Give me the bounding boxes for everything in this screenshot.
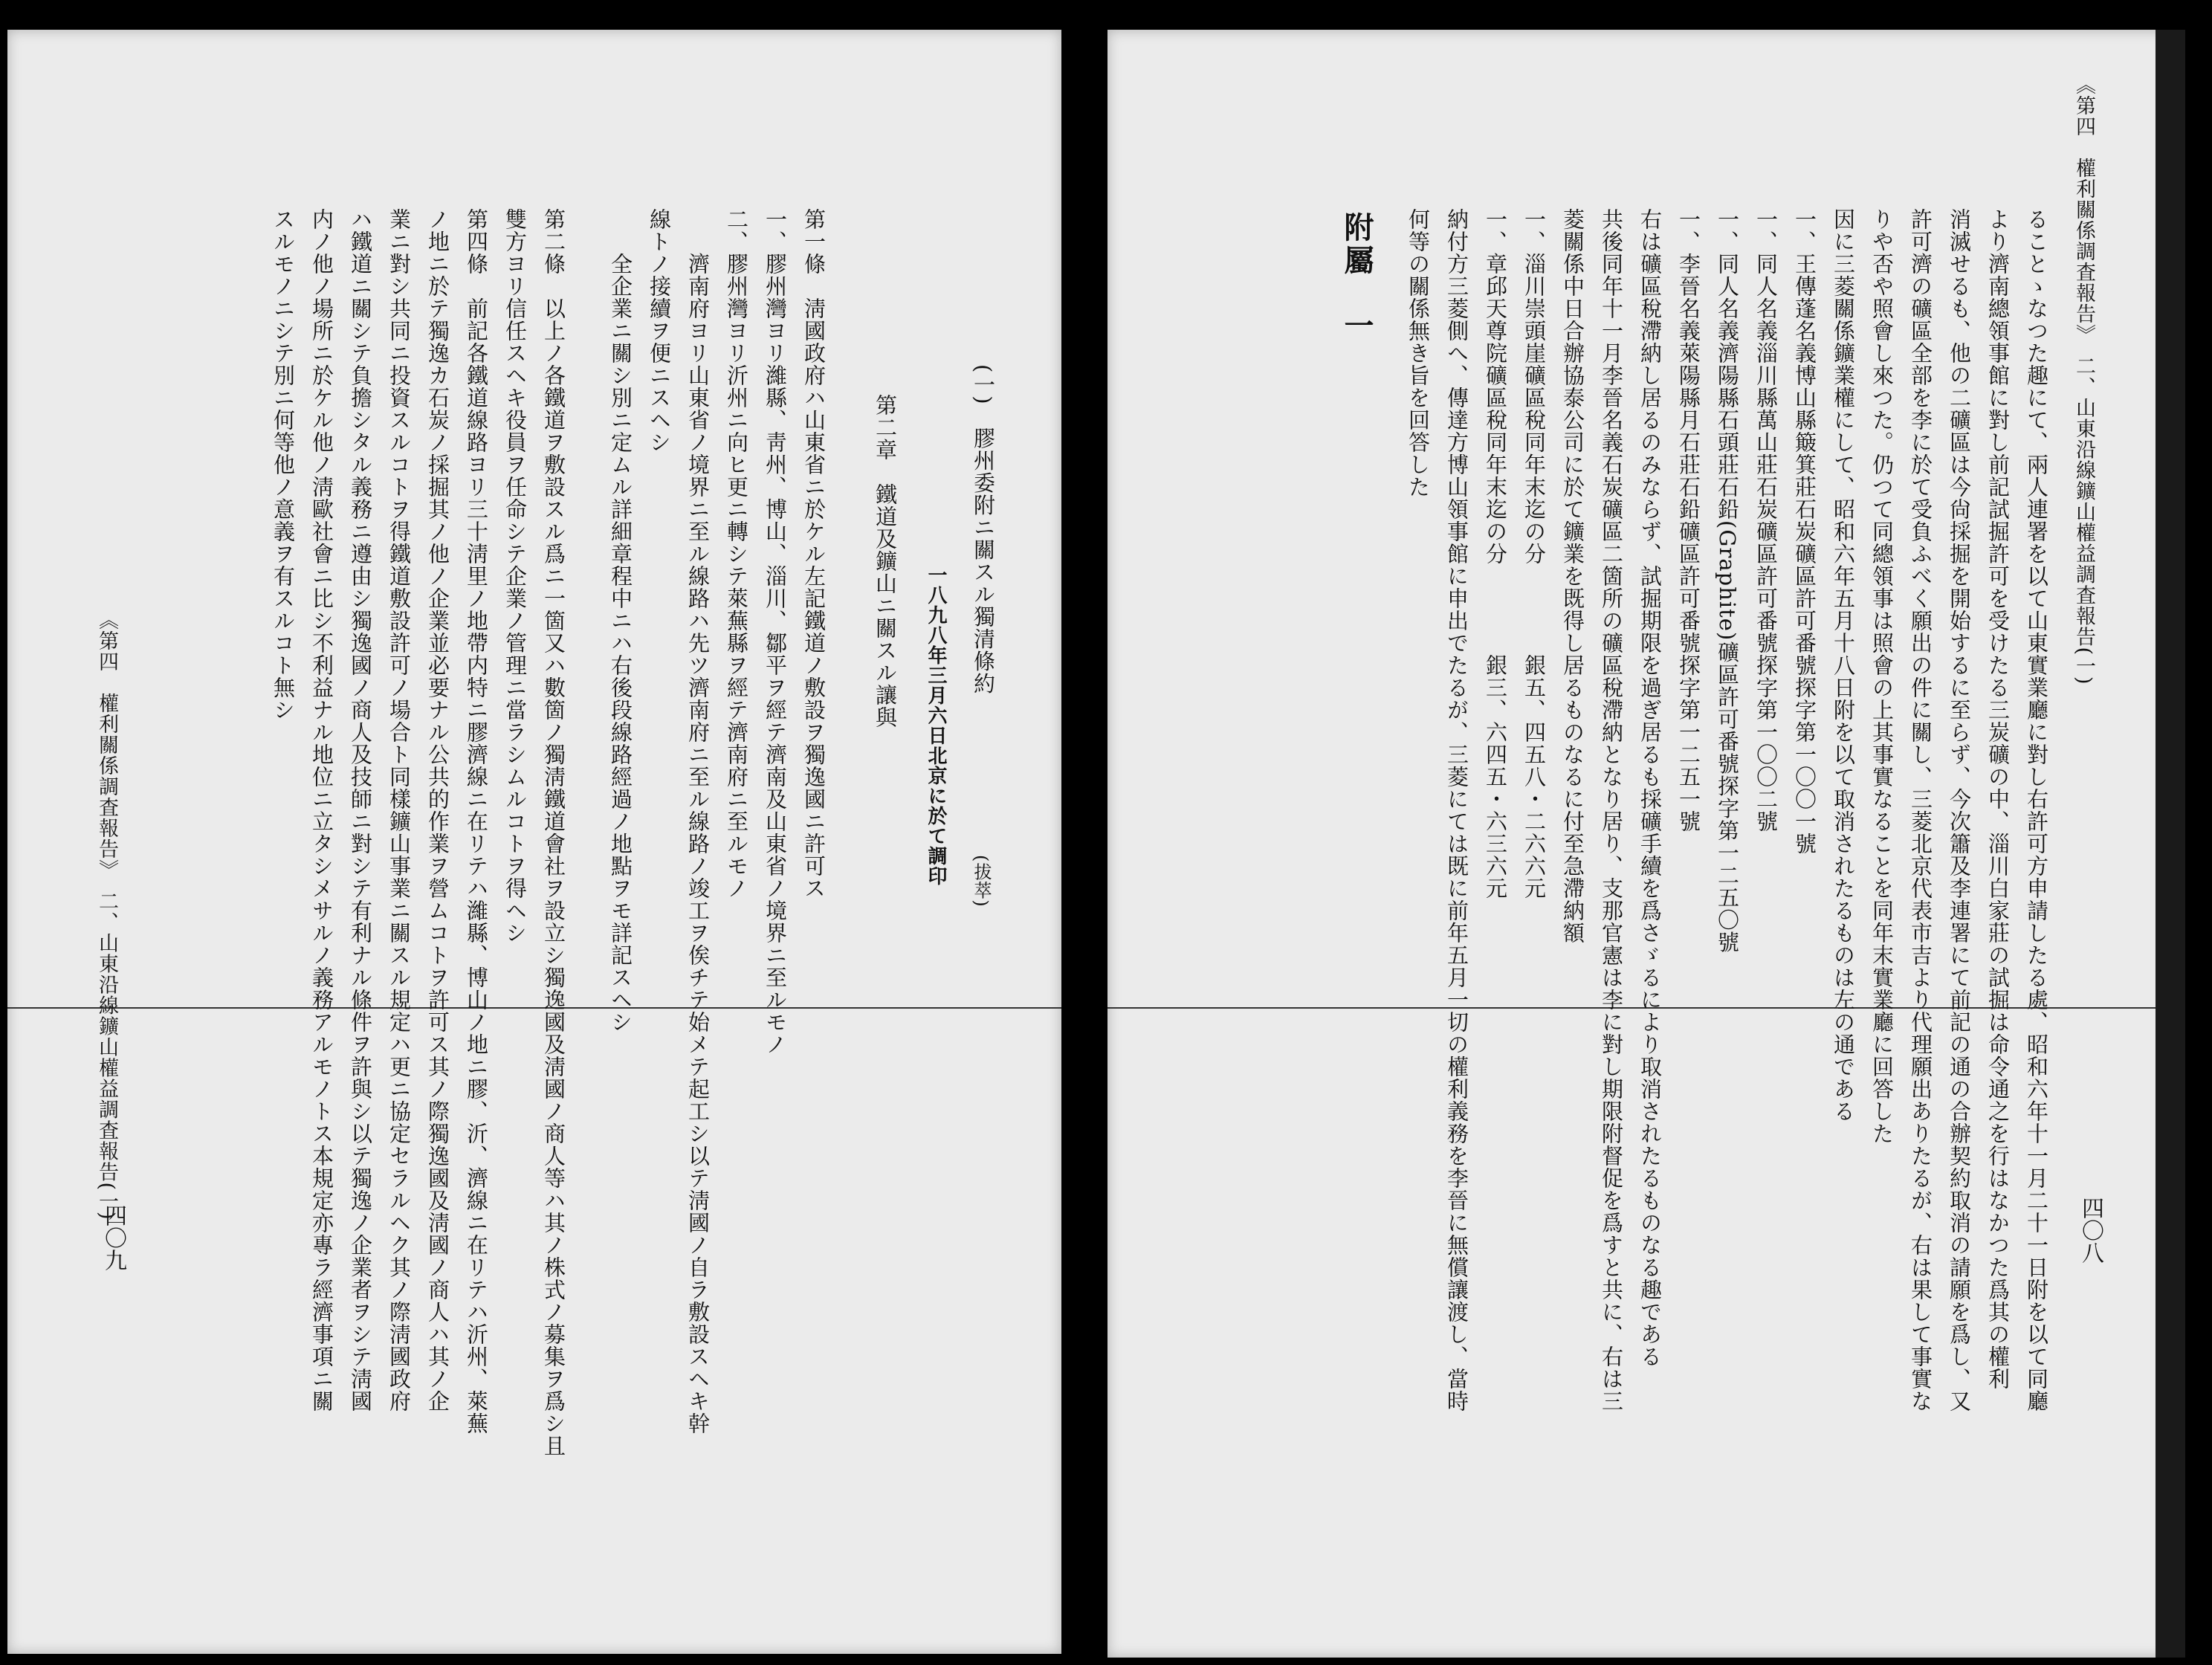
text-line: りや否や照會し來つた。仍つて同總領事は照會の上其事實なることを同年末實業廳に回答した: [1869, 208, 1895, 1145]
text-line: 業ニ對シ共同ニ投資スルコトヲ得鐵道敷設許可ノ場合ト同樣鑛山事業ニ關スル規定ハ更ニ協定セラルヘク其ノ際淸國政府: [387, 208, 412, 1412]
right-page: [1107, 30, 2185, 1658]
text-line: 一、膠州灣ヨリ濰縣、靑州、博山、淄川、鄒平ヲ經テ濟南及山東省ノ境界ニ至ルモノ: [763, 208, 788, 1055]
text-line: 因に三菱關係鑛業權にして、昭和六年五月十八日附を以て取消されたるものは左の通である: [1831, 208, 1856, 1122]
text-line: 一、同人名義濟陽縣石頭莊石鉛(Graphite)礦區許可番號探字第一二五〇號: [1715, 208, 1740, 954]
text-line: (一) 膠州委附ニ關スル獨清條約: [971, 364, 996, 695]
running-head: 《第四 權利關係調査報告》 二、山東沿線鑛山權益調査報告(一): [2072, 74, 2095, 685]
running-head: 《第四 權利關係調査報告》 二、山東沿線鑛山權益調査報告(一): [95, 610, 118, 1221]
text-line: ノ地ニ於テ獨逸カ石炭ノ採掘其ノ他ノ企業並必要ナル公共的作業ヲ營ムコトヲ許可ス其ノ際獨逸國及淸國ノ商人ハ其ノ企: [425, 208, 450, 1412]
text-line: 消滅せるも、他の二礦區は今尙採掘を開始するに至らず、今次簫及李連署にて前記の通の合辦契約取消の請願を爲し、又: [1947, 208, 1972, 1412]
text-line: 納付方三菱側へ、傳達方博山領事館に申出でたるが、三菱にては既に前年五月一切の權利義務を李晉に無償讓渡し、當時: [1444, 208, 1469, 1412]
fold-line: [7, 1007, 1061, 1009]
chapter-heading: 第二章 鐵道及鑛山ニ關スル讓與: [873, 394, 898, 728]
text-line: 一、王傳蓬名義博山縣簸箕莊石炭礦區許可番號探字第一〇〇一號: [1792, 208, 1817, 855]
text-line: 許可濟の礦區全部を李に於て受負ふべく願出の件に關し、三菱北京代表市吉より代理願出ありたるが、右は果して事實な: [1908, 208, 1933, 1412]
text-line: 共後同年十一月李晉名義石炭礦區二箇所の礦區稅滯納となり居り、支那官憲は李に對し期限附督促を爲すと共に、右は三: [1599, 208, 1624, 1412]
text-line: ハ鐵道ニ關シテ負擔シタル義務ニ遵由シ獨逸國ノ商人及技師ニ對シテ有利ナル條件ヲ許與シ以テ獨逸ノ企業者ヲシテ淸國: [348, 208, 373, 1412]
annex-label: 附屬 一: [1339, 212, 1374, 343]
text-line: 一、淄川崇頭崖礦區稅同年末迄の分 銀五、四五八・二六六元: [1521, 208, 1547, 899]
text-line: (拔萃): [971, 855, 992, 908]
text-line: 線トノ接續ヲ便ニスヘシ: [647, 208, 672, 453]
text-line: 菱關係中日合辦協泰公司に於て鑛業を既得し居るものなるに付至急滯納額: [1560, 208, 1585, 944]
text-line: 内ノ他ノ場所ニ於ケル他ノ淸歐社會ニ比シ不利益ナル地位ニ立タシメサルノ義務アルモノトス本規定亦專ラ經濟事項ニ關: [309, 208, 334, 1412]
page-number: 四〇九: [100, 1204, 126, 1271]
text-line: 雙方ヨリ信任スヘキ役員ヲ任命シテ企業ノ管理ニ當ラシムルコトヲ得ヘシ: [502, 208, 528, 944]
text-line: 第一條 淸國政府ハ山東省ニ於ケル左記鐵道ノ敷設ヲ獨逸國ニ許可ス: [801, 208, 827, 899]
text-line: 二、膠州灣ヨリ沂州ニ向ヒ更ニ轉シテ萊蕪縣ヲ經テ濟南府ニ至ルモノ: [724, 208, 749, 899]
text-line: ることゝなつた趣にて、兩人連署を以て山東實業廳に對し右許可方申請したる處、昭和六年十一月二十一日附を以て同廳: [2024, 208, 2049, 1412]
text-line: 一、李晉名義萊陽縣月石莊石鉛礦區許可番號探字第一二五一號: [1676, 208, 1701, 832]
text-line: 右は礦區稅滯納し居るのみならず、試掘期限を過ぎ居るも採礦手續を爲さゞるにより取消されたるものなる趣である: [1637, 208, 1663, 1368]
text-line: 一、同人名義淄川縣萬山莊石炭礦區許可番號探字第一〇〇二號: [1753, 208, 1779, 832]
text-line: より濟南總領事館に對し前記試掘許可を受けたる三炭礦の中、淄川白家莊の試掘は命令通之を行はなかつた爲其の權利: [1985, 208, 2011, 1390]
text-line: スルモノニシテ別ニ何等他ノ意義ヲ有スルコト無シ: [271, 208, 296, 721]
left-page: [7, 30, 1061, 1654]
text-line: 一、章邱天尊院礦區稅同年末迄の分 銀三、六四五・六三六元: [1483, 208, 1508, 899]
date-line: 一八九八年三月六日北京に於て調印: [925, 565, 947, 886]
text-line: 第二條 以上ノ各鐵道ヲ敷設スル爲ニ一箇又ハ數箇ノ獨淸鐵道會社ヲ設立シ獨逸國及淸國ノ商人等ハ其ノ株式ノ募集ヲ爲シ且: [541, 208, 566, 1457]
text-line: 第四條 前記各鐵道線路ヨリ三十淸里ノ地帶内特ニ膠濟線ニ在リテハ濰縣、博山ノ地ニ膠、沂、濟線ニ在リテハ沂州、萊蕪: [464, 208, 489, 1435]
text-line: 全企業ニ關シ別ニ定ムル詳細章程中ニハ右後段線路經過ノ地點ヲモ詳記スヘシ: [608, 253, 633, 1033]
text-line: 濟南府ヨリ山東省ノ境界ニ至ル線路ハ先ツ濟南府ニ至ル線路ノ竣工ヲ俟チテ始メテ起工シ以テ淸國ノ自ラ敷設スヘキ幹: [685, 253, 711, 1435]
page-edge: [2156, 30, 2185, 1658]
text-line: 何等の關係無き旨を回答した: [1406, 208, 1431, 498]
page-number: 四〇八: [2077, 1197, 2103, 1264]
